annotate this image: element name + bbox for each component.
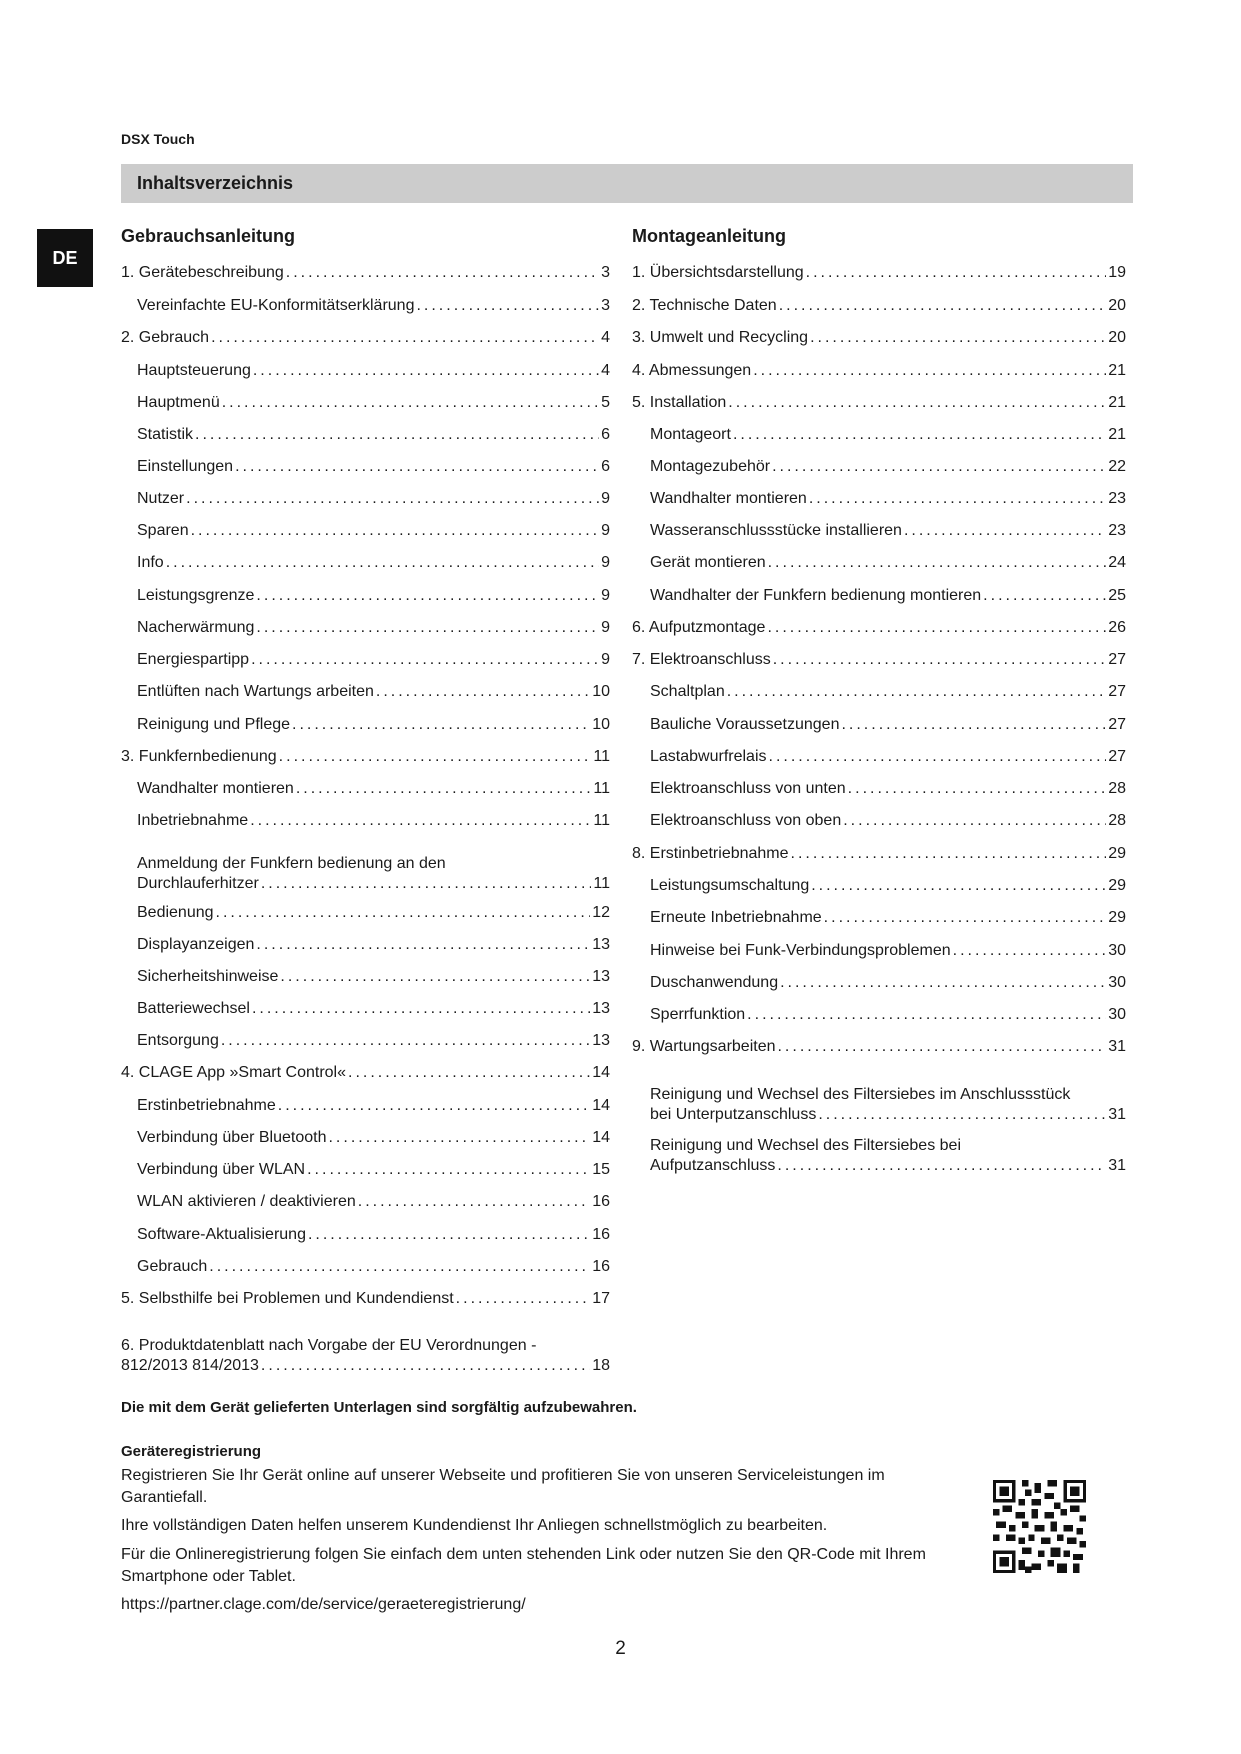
toc-entry-page: 29	[1108, 845, 1126, 862]
toc-entry-title: 812/2013 814/2013	[121, 1357, 259, 1374]
leader-dots	[216, 903, 591, 923]
leader-dots	[186, 489, 599, 509]
toc-entry-page: 20	[1108, 329, 1126, 346]
toc-entry[interactable]	[137, 1096, 610, 1116]
toc-entry-title: Elektroanschluss von oben	[650, 812, 842, 829]
toc-entry-title: Lastabwurfrelais	[650, 748, 767, 765]
toc-entry-page: 4	[601, 362, 610, 379]
toc-entry-title: Einstellungen	[137, 458, 234, 475]
toc-entry-title: Wasseranschlussstücke installieren	[650, 522, 902, 539]
left-column-heading: Gebrauchsanleitung	[121, 226, 296, 246]
toc-entry-page: 9	[601, 490, 610, 507]
toc-entry[interactable]	[137, 1257, 610, 1277]
toc-entry-page: 16	[592, 1193, 610, 1210]
toc-entry-page: 30	[1108, 974, 1126, 991]
leader-dots	[166, 553, 599, 573]
toc-entry-title-line: Anmeldung der Funkfern bedienung an den	[137, 855, 446, 872]
toc-entry-title: Inbetriebnahme	[137, 812, 249, 829]
toc-entry[interactable]	[650, 553, 1126, 573]
toc-entry-title: Bauliche Voraussetzungen	[650, 716, 840, 733]
toc-entry-page: 18	[592, 1357, 610, 1374]
leader-dots	[278, 1096, 590, 1116]
leader-dots	[256, 618, 599, 638]
leader-dots	[250, 811, 591, 831]
toc-entry-page: 27	[1108, 748, 1126, 765]
toc-entry[interactable]	[137, 715, 610, 735]
toc-entry[interactable]	[137, 1192, 610, 1212]
toc-entry-title-line: Reinigung und Wechsel des Filtersiebes bei	[650, 1137, 961, 1154]
toc-entry[interactable]	[650, 1136, 1126, 1176]
toc-entry[interactable]	[137, 361, 610, 381]
toc-entry[interactable]	[650, 521, 1126, 541]
toc-entry-page: 31	[1108, 1106, 1126, 1123]
toc-entry[interactable]	[137, 1225, 610, 1245]
toc-entry-page: 6	[601, 426, 610, 443]
toc-entry[interactable]	[650, 457, 1126, 477]
toc-entry-title: 2. Gebrauch	[121, 329, 210, 346]
registration-paragraph-3: Für die Onlineregistrierung folgen Sie einfach dem unten stehenden Link oder nutzen Sie den QR-Code mit Ihrem Smartphone oder Tablet.	[121, 1546, 926, 1585]
toc-entry-title: Elektroanschluss von unten	[650, 780, 846, 797]
toc-entry-title: Verbindung über Bluetooth	[137, 1129, 327, 1146]
toc-entry-title: Entlüften nach Wartungs arbeiten	[137, 683, 374, 700]
toc-entry-title: Reinigung und Pflege	[137, 716, 291, 733]
toc-entry-title: Energiespartipp	[137, 651, 250, 668]
toc-entry[interactable]	[121, 1063, 610, 1083]
right-column-heading: Montageanleitung	[632, 226, 786, 246]
toc-entry-title: Displayanzeigen	[137, 936, 255, 953]
toc-entry-title: Wandhalter montieren	[137, 780, 294, 797]
leader-dots	[747, 1005, 1106, 1025]
leader-dots	[222, 393, 599, 413]
toc-entry-page: 10	[592, 716, 610, 733]
leader-dots	[280, 967, 590, 987]
toc-entry-page: 14	[592, 1064, 610, 1081]
toc-entry-page: 26	[1108, 619, 1126, 636]
toc-entry-page: 27	[1108, 716, 1126, 733]
toc-entry[interactable]	[632, 328, 1126, 348]
leader-dots	[376, 682, 590, 702]
toc-entry-page: 9	[601, 651, 610, 668]
toc-entry-title: 7. Elektroanschluss	[632, 651, 771, 668]
toc-entry-page: 6	[601, 458, 610, 475]
toc-entry-page: 22	[1108, 458, 1126, 475]
leader-dots	[791, 844, 1107, 864]
toc-entry-page: 31	[1108, 1038, 1126, 1055]
toc-entry-page: 14	[592, 1097, 610, 1114]
toc-entry[interactable]	[632, 263, 1126, 283]
toc-entry-page: 12	[592, 904, 610, 921]
toc-entry-title: 3. Umwelt und Recycling	[632, 329, 809, 346]
toc-entry-title: WLAN aktivieren / deaktivieren	[137, 1193, 356, 1210]
toc-entry[interactable]	[632, 296, 1126, 316]
leader-dots	[251, 650, 599, 670]
toc-entry-title: Durchlauferhitzer	[137, 875, 259, 892]
toc-entry[interactable]	[121, 1289, 610, 1309]
toc-entry-page: 11	[593, 812, 610, 829]
leader-dots	[753, 361, 1106, 381]
toc-entry[interactable]	[137, 1128, 610, 1148]
toc-entry-page: 21	[1108, 362, 1126, 379]
toc-entry-title: Montagezubehör	[650, 458, 771, 475]
toc-entry[interactable]	[121, 747, 610, 767]
toc-entry[interactable]	[650, 1005, 1126, 1025]
toc-entry[interactable]	[121, 1336, 610, 1376]
leader-dots	[261, 1356, 590, 1376]
toc-entry-page: 25	[1108, 587, 1126, 604]
leader-dots	[779, 296, 1107, 316]
toc-entry-page: 3	[601, 264, 610, 281]
toc-entry-page: 13	[592, 968, 610, 985]
toc-entry[interactable]	[632, 844, 1126, 864]
leader-dots	[211, 328, 599, 348]
toc-entry[interactable]	[650, 811, 1126, 831]
toc-entry-page: 27	[1108, 683, 1126, 700]
leader-dots	[904, 521, 1106, 541]
leader-dots	[416, 296, 599, 316]
leader-dots	[209, 1257, 590, 1277]
toc-entry[interactable]	[137, 967, 610, 987]
toc-entry-page: 13	[592, 1000, 610, 1017]
toc-entry-title: Nutzer	[137, 490, 185, 507]
leader-dots	[348, 1063, 590, 1083]
toc-entry-page: 11	[593, 748, 610, 765]
language-tab: DE	[37, 229, 93, 287]
leader-dots	[953, 941, 1107, 961]
toc-entry[interactable]	[650, 941, 1126, 961]
toc-entry[interactable]	[137, 1031, 610, 1051]
toc-entry-page: 30	[1108, 942, 1126, 959]
leader-dots	[824, 908, 1107, 928]
toc-entry[interactable]	[632, 393, 1126, 413]
toc-entry-page: 28	[1108, 780, 1126, 797]
toc-entry-title: Duschanwendung	[650, 974, 779, 991]
toc-banner	[121, 164, 1133, 203]
toc-entry[interactable]	[137, 935, 610, 955]
qr-code-icon[interactable]	[993, 1480, 1086, 1573]
toc-entry-title: Verbindung über WLAN	[137, 1161, 306, 1178]
leader-dots	[292, 715, 590, 735]
toc-entry-title: Aufputzanschluss	[650, 1157, 776, 1174]
toc-entry-title: Software-Aktualisierung	[137, 1226, 306, 1243]
toc-entry[interactable]	[632, 1037, 1126, 1057]
leader-dots	[728, 393, 1106, 413]
leader-dots	[328, 1128, 590, 1148]
toc-entry[interactable]	[650, 682, 1126, 702]
toc-entry[interactable]	[632, 618, 1126, 638]
toc-entry-page: 10	[592, 683, 610, 700]
toc-entry-page: 11	[593, 780, 610, 797]
leader-dots	[773, 650, 1106, 670]
leader-dots	[286, 263, 599, 283]
toc-entry-page: 14	[592, 1129, 610, 1146]
leader-dots	[296, 779, 592, 799]
toc-entry-title: Gebrauch	[137, 1258, 208, 1275]
leader-dots	[261, 874, 592, 894]
toc-entry-title: Batteriewechsel	[137, 1000, 250, 1017]
leader-dots	[727, 682, 1106, 702]
toc-entry-page: 9	[601, 554, 610, 571]
leader-dots	[780, 973, 1106, 993]
registration-link[interactable]: https://partner.clage.com/de/service/geraeteregistrierung/	[121, 1596, 526, 1613]
toc-entry-page: 21	[1108, 394, 1126, 411]
toc-entry-title: 8. Erstinbetriebnahme	[632, 845, 789, 862]
toc-entry[interactable]	[137, 489, 610, 509]
toc-entry-page: 13	[592, 936, 610, 953]
leader-dots	[279, 747, 592, 767]
toc-entry[interactable]	[137, 457, 610, 477]
toc-entry-title: Erneute Inbetriebnahme	[650, 909, 822, 926]
toc-entry[interactable]	[137, 999, 610, 1019]
toc-entry[interactable]	[650, 425, 1126, 445]
toc-entry-page: 27	[1108, 651, 1126, 668]
leader-dots	[983, 586, 1106, 606]
registration-heading: Geräteregistrierung	[121, 1443, 262, 1460]
toc-entry[interactable]	[137, 618, 610, 638]
leader-dots	[777, 1037, 1106, 1057]
toc-entry-title: Leistungsgrenze	[137, 587, 255, 604]
toc-title: Inhaltsverzeichnis	[137, 173, 294, 193]
toc-entry-title: 4. Abmessungen	[632, 362, 752, 379]
toc-entry-title: 5. Selbsthilfe bei Problemen und Kundendienst	[121, 1290, 454, 1307]
toc-entry-title: Montageort	[650, 426, 731, 443]
toc-entry-title: Info	[137, 554, 164, 571]
toc-entry-page: 28	[1108, 812, 1126, 829]
toc-entry[interactable]	[650, 779, 1126, 799]
toc-entry[interactable]	[650, 715, 1126, 735]
toc-entry-page: 31	[1108, 1157, 1126, 1174]
toc-entry-title: Sparen	[137, 522, 189, 539]
leader-dots	[456, 1289, 591, 1309]
toc-entry-title: Hauptmenü	[137, 394, 220, 411]
toc-entry[interactable]	[137, 682, 610, 702]
leader-dots	[308, 1225, 590, 1245]
toc-entry-title: 9. Wartungsarbeiten	[632, 1038, 776, 1055]
leader-dots	[253, 361, 599, 381]
toc-entry-page: 16	[592, 1258, 610, 1275]
leader-dots	[191, 521, 600, 541]
toc-entry-title: Statistik	[137, 426, 194, 443]
toc-entry-title: 4. CLAGE App »Smart Control«	[121, 1064, 346, 1081]
toc-entry[interactable]	[137, 393, 610, 413]
toc-entry[interactable]	[137, 811, 610, 831]
toc-entry[interactable]	[137, 1160, 610, 1180]
toc-entry[interactable]	[137, 296, 610, 316]
toc-entry-title: 1. Übersichtsdarstellung	[632, 264, 804, 281]
toc-entry[interactable]	[137, 521, 610, 541]
toc-entry-page: 30	[1108, 1006, 1126, 1023]
toc-entry-page: 29	[1108, 909, 1126, 926]
toc-entry-title: Bedienung	[137, 904, 214, 921]
toc-entry-title: Hinweise bei Funk-Verbindungsproblemen	[650, 942, 951, 959]
leader-dots	[252, 999, 590, 1019]
leader-dots	[777, 1156, 1106, 1176]
toc-entry[interactable]	[650, 876, 1126, 896]
toc-entry[interactable]	[650, 1085, 1126, 1125]
toc-entry[interactable]	[650, 489, 1126, 509]
toc-entry[interactable]	[137, 586, 610, 606]
toc-entry-page: 13	[592, 1032, 610, 1049]
toc-entry-page: 9	[601, 619, 610, 636]
document-title: DSX Touch	[121, 131, 195, 147]
toc-entry-page: 23	[1108, 522, 1126, 539]
toc-entry[interactable]	[137, 650, 610, 670]
toc-entry-page: 19	[1108, 264, 1126, 281]
leader-dots	[256, 935, 590, 955]
toc-entry-page: 3	[601, 297, 610, 314]
leader-dots	[767, 618, 1106, 638]
leader-dots	[848, 779, 1107, 799]
toc-entry-page: 24	[1108, 554, 1126, 571]
leader-dots	[772, 457, 1106, 477]
toc-entry-page: 23	[1108, 490, 1126, 507]
storage-note: Die mit dem Gerät gelieferten Unterlagen sind sorgfältig aufzubewahren.	[121, 1399, 637, 1416]
toc-entry-title: 5. Installation	[632, 394, 727, 411]
toc-entry-title: Schaltplan	[650, 683, 725, 700]
toc-entry[interactable]	[137, 854, 610, 894]
leader-dots	[806, 263, 1107, 283]
toc-entry-title: Vereinfachte EU-Konformitätserklärung	[137, 297, 415, 314]
leader-dots	[818, 1105, 1106, 1125]
leader-dots	[195, 425, 599, 445]
page-number: 2	[615, 1638, 626, 1659]
toc-entry-title: Sperrfunktion	[650, 1006, 746, 1023]
toc-entry-title: Nacherwärmung	[137, 619, 255, 636]
toc-entry-title: 3. Funkfernbedienung	[121, 748, 277, 765]
toc-entry-title: Wandhalter montieren	[650, 490, 807, 507]
toc-entry[interactable]	[650, 747, 1126, 767]
registration-paragraph-1: Registrieren Sie Ihr Gerät online auf unserer Webseite und profitieren Sie von unseren Serviceleistungen im Garantiefall.	[121, 1467, 885, 1506]
toc-entry[interactable]	[137, 553, 610, 573]
toc-entry-title: Hauptsteuerung	[137, 362, 251, 379]
toc-entry[interactable]	[121, 263, 610, 283]
toc-entry-page: 29	[1108, 877, 1126, 894]
leader-dots	[235, 457, 599, 477]
toc-entry-title: Sicherheitshinweise	[137, 968, 279, 985]
toc-entry[interactable]	[632, 650, 1126, 670]
leader-dots	[843, 811, 1106, 831]
leader-dots	[810, 328, 1106, 348]
toc-entry[interactable]	[137, 779, 610, 799]
toc-entry-title: 1. Gerätebeschreibung	[121, 264, 284, 281]
toc-entry-page: 9	[601, 587, 610, 604]
toc-entry-page: 4	[601, 329, 610, 346]
leader-dots	[841, 715, 1106, 735]
toc-entry-page: 15	[592, 1161, 610, 1178]
toc-entry[interactable]	[137, 903, 610, 923]
leader-dots	[358, 1192, 590, 1212]
toc-entry-page: 5	[601, 394, 610, 411]
toc-entry-title: Gerät montieren	[650, 554, 766, 571]
toc-entry-title: Wandhalter der Funkfern bedienung montieren	[650, 587, 982, 604]
leader-dots	[221, 1031, 590, 1051]
toc-entry-page: 21	[1108, 426, 1126, 443]
registration-paragraph-2: Ihre vollständigen Daten helfen unserem Kundendienst Ihr Anliegen schnellstmöglich zu bearbeiten.	[121, 1517, 828, 1534]
toc-entry[interactable]	[650, 973, 1126, 993]
toc-entry[interactable]	[121, 328, 610, 348]
leader-dots	[809, 489, 1106, 509]
toc-entry-page: 9	[601, 522, 610, 539]
toc-entry[interactable]	[137, 425, 610, 445]
toc-entry[interactable]	[632, 361, 1126, 381]
leader-dots	[256, 586, 599, 606]
toc-entry[interactable]	[650, 586, 1126, 606]
leader-dots	[307, 1160, 590, 1180]
leader-dots	[811, 876, 1106, 896]
toc-entry-title: 6. Aufputzmontage	[632, 619, 766, 636]
toc-entry-title-line: 6. Produktdatenblatt nach Vorgabe der EU Verordnungen -	[121, 1337, 537, 1354]
toc-entry-page: 17	[592, 1290, 610, 1307]
toc-entry-title: Leistungsumschaltung	[650, 877, 810, 894]
toc-entry-title: Erstinbetriebnahme	[137, 1097, 276, 1114]
toc-entry-title: bei Unterputzanschluss	[650, 1106, 817, 1123]
toc-entry-title-line: Reinigung und Wechsel des Filtersiebes im Anschlussstück	[650, 1086, 1071, 1103]
leader-dots	[733, 425, 1106, 445]
toc-entry-page: 16	[592, 1226, 610, 1243]
toc-entry-page: 20	[1108, 297, 1126, 314]
leader-dots	[769, 747, 1107, 767]
toc-entry-title: Entsorgung	[137, 1032, 219, 1049]
toc-entry-page: 11	[593, 875, 610, 892]
toc-entry[interactable]	[650, 908, 1126, 928]
toc-entry-title: 2. Technische Daten	[632, 297, 777, 314]
leader-dots	[768, 553, 1107, 573]
